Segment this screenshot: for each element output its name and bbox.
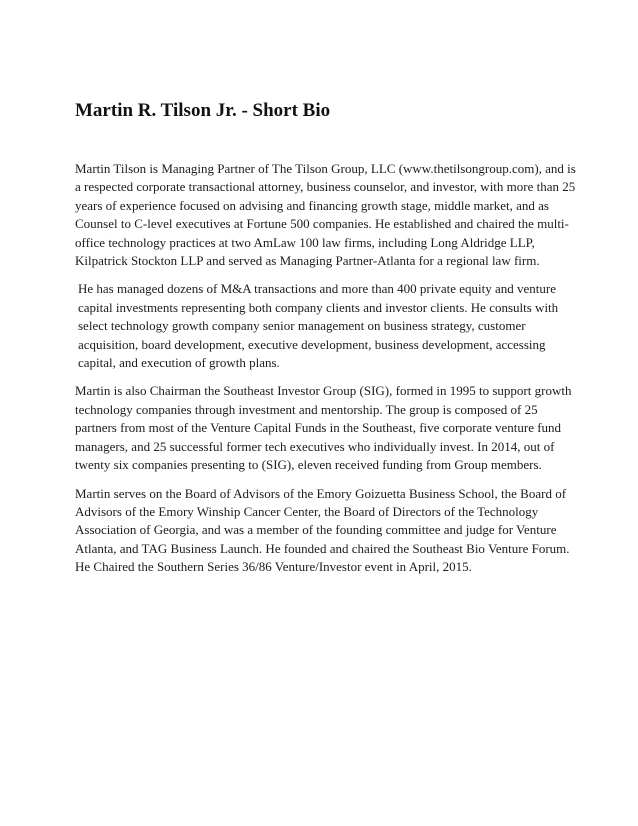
text-line: He has managed dozens of M&A transactions and more than 400 private equity and venture (78, 281, 556, 297)
text-line: technology companies through investment and mentorship. The group is composed of 25 (75, 401, 538, 417)
text-line: Atlanta, and TAG Business Launch. He founded and chaired the Southeast Bio Venture Forum. (75, 540, 570, 556)
text-line: Counsel to C-level executives at Fortune 500 companies. He established and chaired the multi- (75, 216, 569, 232)
text-line: He Chaired the Southern Series 36/86 Venture/Investor event in April, 2015. (75, 559, 472, 575)
text-line: managers, and 25 successful former tech executives who individually invest. In 2014, out of (75, 438, 555, 454)
text-line: capital, and execution of growth plans. (78, 355, 280, 371)
bio-paragraph-2 (75, 280, 565, 372)
text-line: capital investments representing both company clients and investor clients. He consults with (78, 299, 559, 315)
text-line: partners from most of the Venture Capital Funds in the Southeast, five corporate venture fund (75, 420, 562, 436)
bio-paragraph-4 (75, 485, 570, 577)
text-line: years of experience focused on advising and financing growth stage, middle market, and as (75, 197, 549, 213)
text-line: Martin is also Chairman the Southeast Investor Group (SIG), formed in 1995 to support growth (75, 383, 572, 399)
text-line: office technology practices at two AmLaw 100 law firms, including Long Aldridge LLP, (75, 234, 535, 250)
text-line: Martin serves on the Board of Advisors of the Emory Goizuetta Business School, the Board of (75, 485, 567, 501)
document-title: Martin R. Tilson Jr. - Short Bio (75, 100, 331, 121)
text-line: Martin Tilson is Managing Partner of The Tilson Group, LLC (www.thetilsongroup.com), and is (75, 161, 576, 176)
text-line: select technology growth company senior management on business strategy, customer (78, 318, 526, 334)
bio-body (75, 160, 576, 587)
bio-paragraph-3 (75, 382, 572, 474)
text-line: Association of Georgia, and was a member of the founding committee and judge for Venture (75, 522, 557, 538)
text-line: Advisors of the Emory Winship Cancer Center, the Board of Directors of the Technology (75, 503, 539, 519)
text-line: Kilpatrick Stockton LLP and served as Managing Partner-Atlanta for a regional law firm. (75, 253, 540, 269)
text-line: a respected corporate transactional attorney, business counselor, and investor, with more than 25 (75, 179, 576, 195)
bio-paragraph-1 (75, 160, 576, 270)
text-line: twenty six companies presenting to (SIG), eleven received funding from Group members. (75, 457, 542, 473)
text-line: acquisition, board development, executive development, business development, accessing (78, 336, 546, 352)
